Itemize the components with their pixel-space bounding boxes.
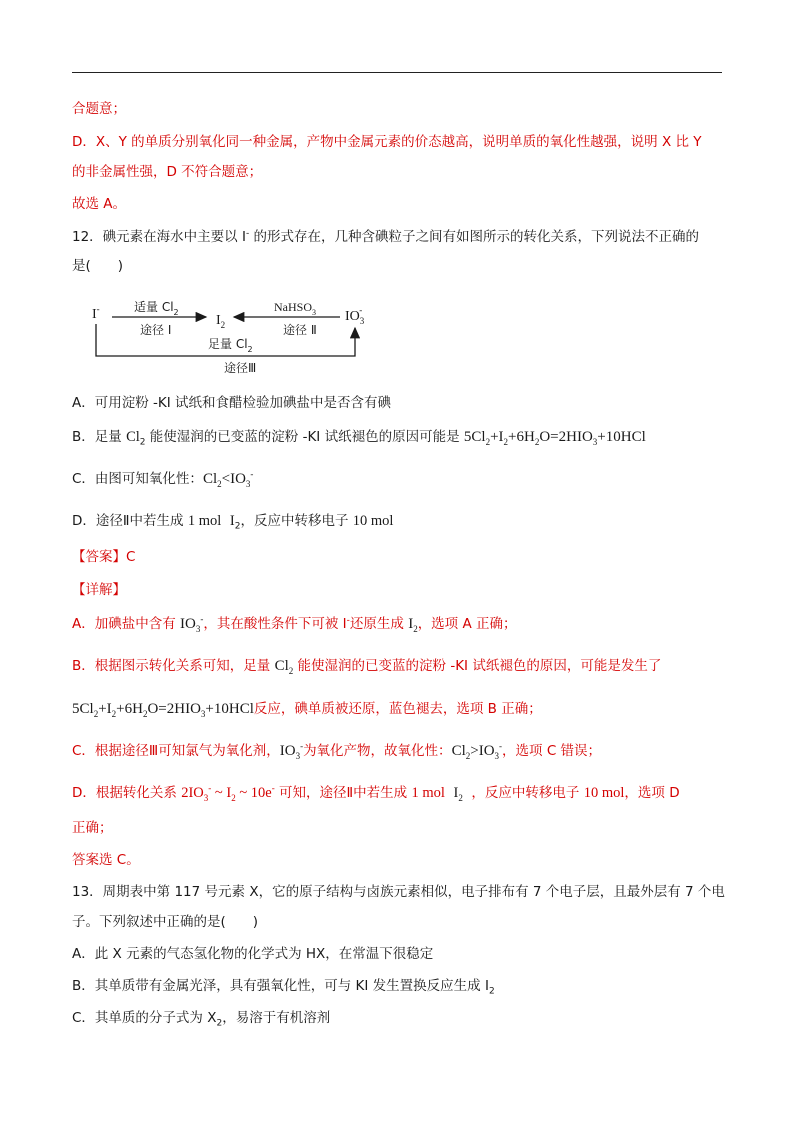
- explanation-b-line1: [72, 656, 661, 676]
- answer-value: C: [126, 549, 136, 565]
- text: D．途径Ⅱ中若生成: [72, 513, 188, 529]
- text: 能使湿润的已变蓝的淀粉 -KI 试纸褪色的原因可能是: [145, 429, 464, 445]
- text: ，其在酸性条件下可被 I: [203, 616, 347, 632]
- subscript: 2: [488, 986, 495, 997]
- text: ，反应中转移电子: [240, 513, 353, 529]
- continued-line: [72, 99, 126, 119]
- text: D．根据转化关系: [72, 785, 182, 801]
- explanation-d-line1: [72, 783, 680, 803]
- formula: $IO_3^-$: [180, 614, 204, 634]
- subscript: 2: [139, 437, 146, 448]
- route-2-label: 途径 Ⅱ: [283, 323, 317, 337]
- relation: $2IO_3^-$ ~ $I_2$ ~ 10e-: [181, 783, 275, 803]
- option-d: [72, 511, 393, 531]
- option-a: [72, 393, 391, 413]
- amount: 10 mol: [583, 785, 625, 801]
- q13-option-a: [72, 944, 433, 964]
- text: ，碘单质被还原，蓝色褪去，选项 B 正确；: [280, 701, 542, 717]
- option-d-explanation-line1: [72, 132, 702, 152]
- answer-line: [72, 547, 135, 567]
- text: 故选 A。: [72, 196, 127, 212]
- inequality: $Cl_2<IO_3^-$: [202, 469, 254, 489]
- text: 的非金属性强，D 不符合题意；: [72, 164, 263, 180]
- text: 12．碘元素在海水中主要以 I: [72, 229, 246, 245]
- text: D．X、Y 的单质分别氧化同一种金属，产物中金属元素的价态越高，说明单质的氧化性越强，说明 X 比 Y: [72, 134, 702, 150]
- subscript: 2: [216, 1018, 223, 1029]
- q13-option-c: [72, 1008, 330, 1028]
- text: C．根据途径Ⅲ可知氯气为氧化剂，: [72, 743, 280, 759]
- text: ，选项 D: [624, 785, 680, 801]
- text: 还原生成: [349, 616, 409, 632]
- explanation-a: [72, 614, 517, 634]
- q12-stem-line1: [72, 227, 699, 247]
- amount: 1 mol: [187, 513, 222, 529]
- formula: $I_2$: [453, 785, 463, 803]
- route-3-label: 途径Ⅲ: [224, 361, 257, 375]
- text: ，反应中转移电子: [471, 785, 584, 801]
- route-1-label: 途径 I: [140, 323, 172, 337]
- text: C．其单质的分子式为 X: [72, 1010, 217, 1026]
- text: B．足量: [72, 429, 127, 445]
- text: B．其单质带有金属光泽，具有强氧化性，可与 KI 发生置换反应生成 I: [72, 978, 489, 994]
- text: C．由图可知氧化性：: [72, 471, 203, 487]
- text: A．加碘盐中含有: [72, 616, 181, 632]
- detail-heading: [72, 580, 126, 600]
- final-answer: [72, 850, 140, 870]
- text: 为氧化产物，故氧化性：: [303, 743, 452, 759]
- text: 合题意；: [72, 101, 126, 117]
- option-b: [72, 427, 646, 447]
- subscript: 2: [234, 521, 241, 532]
- q13-stem-line2: [72, 912, 258, 932]
- amount: 1 mol: [411, 785, 445, 801]
- text: 反应: [253, 701, 281, 717]
- text: 13．周期表中第 117 号元素 X，它的原子结构与卤族元素相似，电子排布有 7 个电子层，且最外层有 7 个电: [72, 884, 725, 900]
- text: ，选项 C 错误；: [502, 743, 602, 759]
- text: ，易溶于有机溶剂: [222, 1010, 331, 1026]
- text: 是( ): [72, 258, 124, 274]
- text: ，选项 A 正确；: [417, 616, 517, 632]
- formula: $IO_3^-$: [279, 741, 304, 761]
- text: 可知，途径Ⅱ中若生成: [274, 785, 412, 801]
- formula: $I_2$: [408, 616, 418, 634]
- formula: $Cl_2$: [274, 658, 294, 676]
- explanation-d-line2: [72, 818, 113, 838]
- answer-label: 【答案】: [72, 549, 126, 565]
- route-3-reagent: 足量 $Cl_2$: [208, 337, 253, 354]
- text: B．根据图示转化关系可知，足量: [72, 658, 275, 674]
- detail-label: 【详解】: [72, 582, 126, 598]
- header-rule: [72, 72, 722, 73]
- equation: $5Cl_2+I_2+6H_2O=2HIO_3+10HCl$: [72, 701, 254, 719]
- previous-answer: [72, 194, 126, 214]
- text: 正确；: [72, 820, 113, 836]
- text: 答案选 C。: [72, 852, 140, 868]
- route-1-reagent: 适量 $Cl_2$: [134, 300, 179, 317]
- explanation-b-line2: [72, 699, 542, 719]
- species-iodide: I-: [92, 304, 100, 322]
- option-d-explanation-line2: [72, 162, 262, 182]
- option-c: [72, 469, 253, 489]
- q13-stem-line1: [72, 882, 725, 902]
- q12-stem-line2: [72, 256, 123, 276]
- text: 能使湿润的已变蓝的淀粉 -KI 试纸褪色的原因，可能是发生了: [293, 658, 662, 674]
- text: 子。下列叙述中正确的是( ): [72, 914, 259, 930]
- amount: 10 mol: [352, 513, 394, 529]
- inequality: $Cl_2>IO_3^-$: [451, 741, 503, 761]
- text: A．此 X 元素的气态氢化物的化学式为 HX，在常温下很稳定: [72, 946, 434, 962]
- equation: $5Cl_2+I_2+6H_2O=2HIO_3+10HCl$: [463, 429, 646, 447]
- species-iodate: $IO_3-$: [345, 305, 365, 326]
- formula: I: [229, 513, 235, 529]
- route-2-reagent: NaHSO$_3$: [274, 300, 316, 317]
- superscript: -: [245, 228, 250, 239]
- superscript: -: [346, 615, 350, 626]
- iodine-conversion-diagram: [88, 296, 388, 378]
- q13-option-b: [72, 976, 495, 996]
- explanation-c: [72, 741, 601, 761]
- species-iodine: $I_2$: [216, 313, 226, 330]
- text: 的形式存在，几种含碘粒子之间有如图所示的转化关系，下列说法不正确的: [249, 229, 699, 245]
- formula: Cl: [126, 429, 140, 445]
- text: A．可用淀粉 -KI 试纸和食醋检验加碘盐中是否含有碘: [72, 395, 392, 411]
